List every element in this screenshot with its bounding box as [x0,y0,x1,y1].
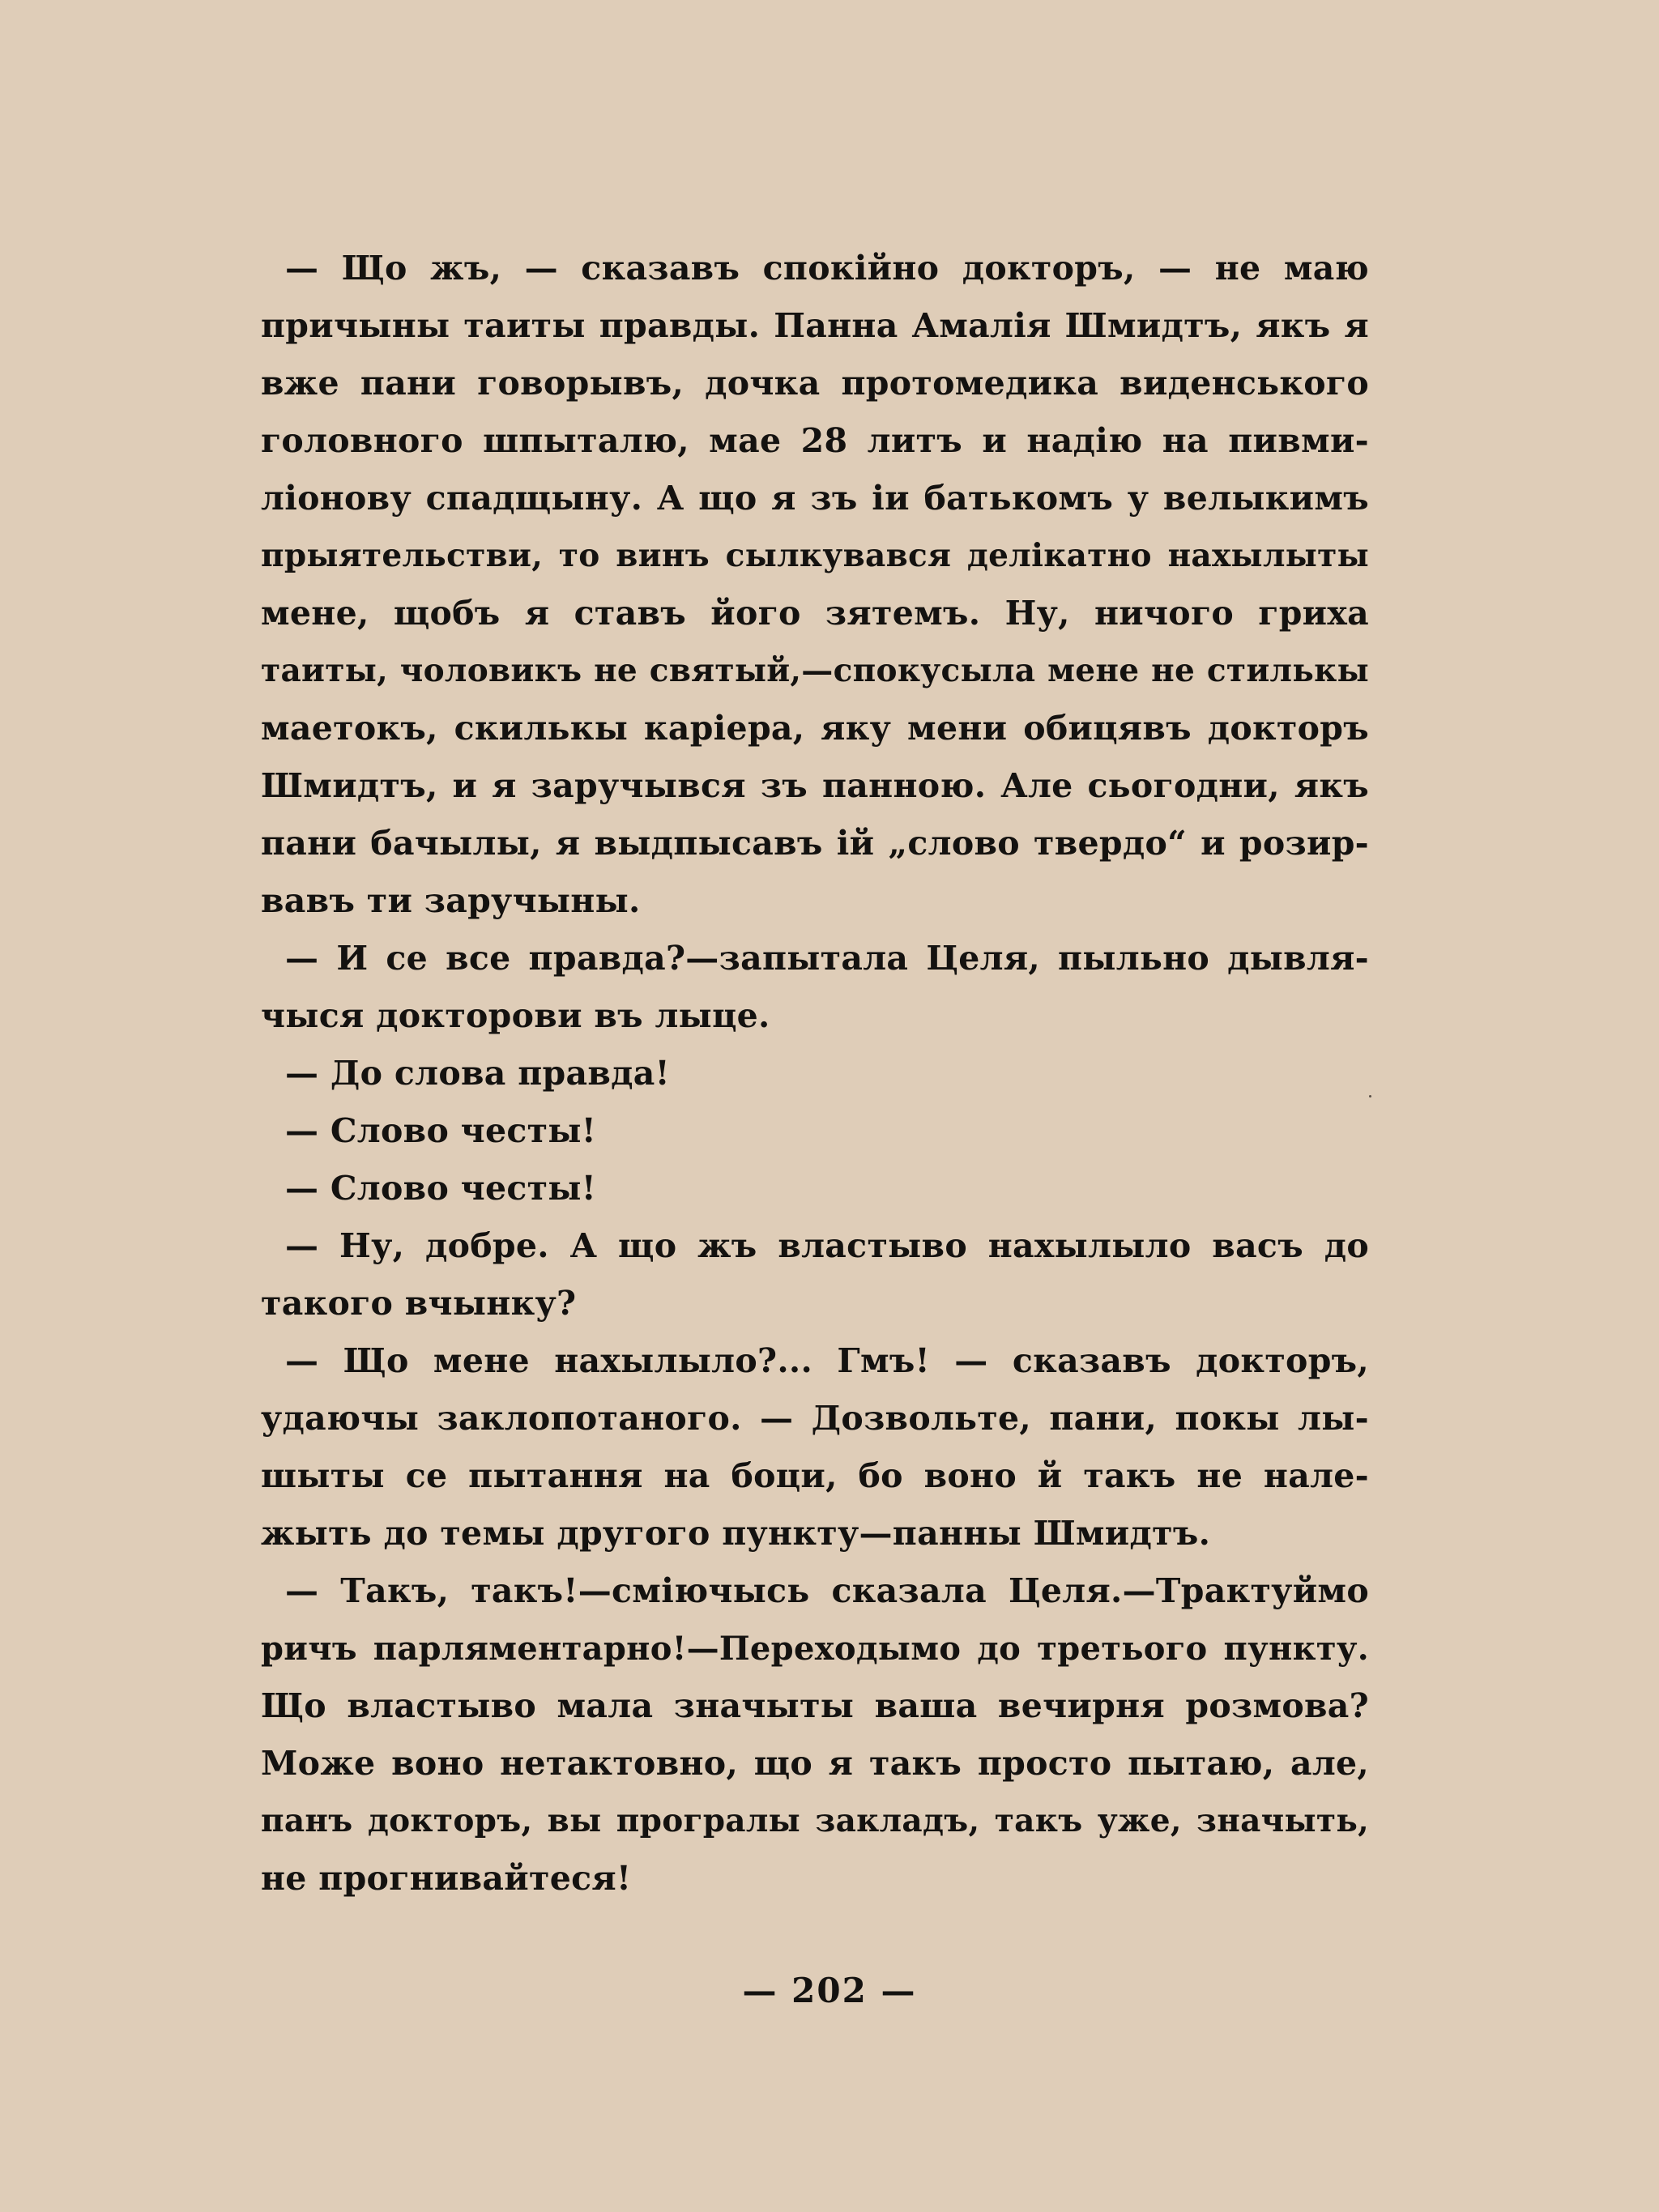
text-line: вже пани говорывъ, дочка протомедика виденського [261,364,1369,403]
text-line: Що властыво мала значыты ваша вечирня розмова? [261,1686,1369,1725]
text-line: вавъ ти заручыны. [261,881,641,920]
text-line: удаючы заклопотаного. — Дозвольте, пани, покы лы- [261,1399,1369,1438]
text-line: жыть до темы другого пункту—панны Шмидтъ. [261,1514,1211,1553]
text-line: маетокъ, скилькы каріера, яку мени обицявъ докторъ [261,709,1369,748]
text-line: ліонову спадщыну. А що я зъ іи батькомъ у велыкимъ [261,479,1369,518]
text-line: пани бачылы, я выдпысавъ ій „слово твердо“ и розир- [261,824,1369,863]
text-line: такого вчынку? [261,1284,577,1323]
text-line: мене, щобъ я ставъ його зятемъ. Ну, ничого гриха [261,594,1369,633]
text-line: прыятельстви, то винъ сылкувався делікатно нахылыты [261,537,1369,574]
text-line: шыты се пытання на боци, бо воно й такъ не нале- [261,1456,1369,1495]
text-line: — Такъ, такъ!—сміючысь сказала Целя.—Трактуймо [285,1571,1369,1610]
text-line: — До слова правда! [285,1054,670,1093]
text-line: панъ докторъ, вы програлы закладъ, такъ уже, значыть, [261,1802,1369,1839]
text-line: чыся докторови въ лыце. [261,996,770,1035]
text-line: головного шпыталю, мае 28 литъ и надію на пивми- [261,421,1369,460]
text-line: Може воно нетактовно, що я такъ просто пытаю, але, [261,1744,1369,1783]
text-line: причыны таиты правды. Панна Амалія Шмидтъ, якъ я [261,306,1369,345]
print-speck [1369,1095,1371,1097]
text-line: — Що мене нахылыло?... Гмъ! — сказавъ докторъ, [285,1341,1369,1380]
text-line: — Ну, добре. А що жъ властыво нахылыло васъ до [285,1226,1369,1265]
text-line: — Що жъ, — сказавъ спокійно докторъ, — не маю [285,249,1369,288]
text-line: таиты, чоловикъ не святый,—спокусыла мене не стилькы [261,652,1369,689]
body-text [261,240,1369,1907]
text-line: не прогнивайтеся! [261,1859,632,1898]
text-line: — Слово честы! [285,1111,597,1150]
text-line: ричъ парляментарно!—Переходымо до третього пункту. [261,1630,1369,1668]
text-line: — Слово честы! [285,1169,597,1208]
text-line: — И се все правда?—запытала Целя, пыльно дывля- [285,939,1369,978]
text-line: Шмидтъ, и я заручывся зъ панною. Але сьогодни, якъ [261,766,1369,805]
page-number: — 202 — [742,1971,917,2010]
